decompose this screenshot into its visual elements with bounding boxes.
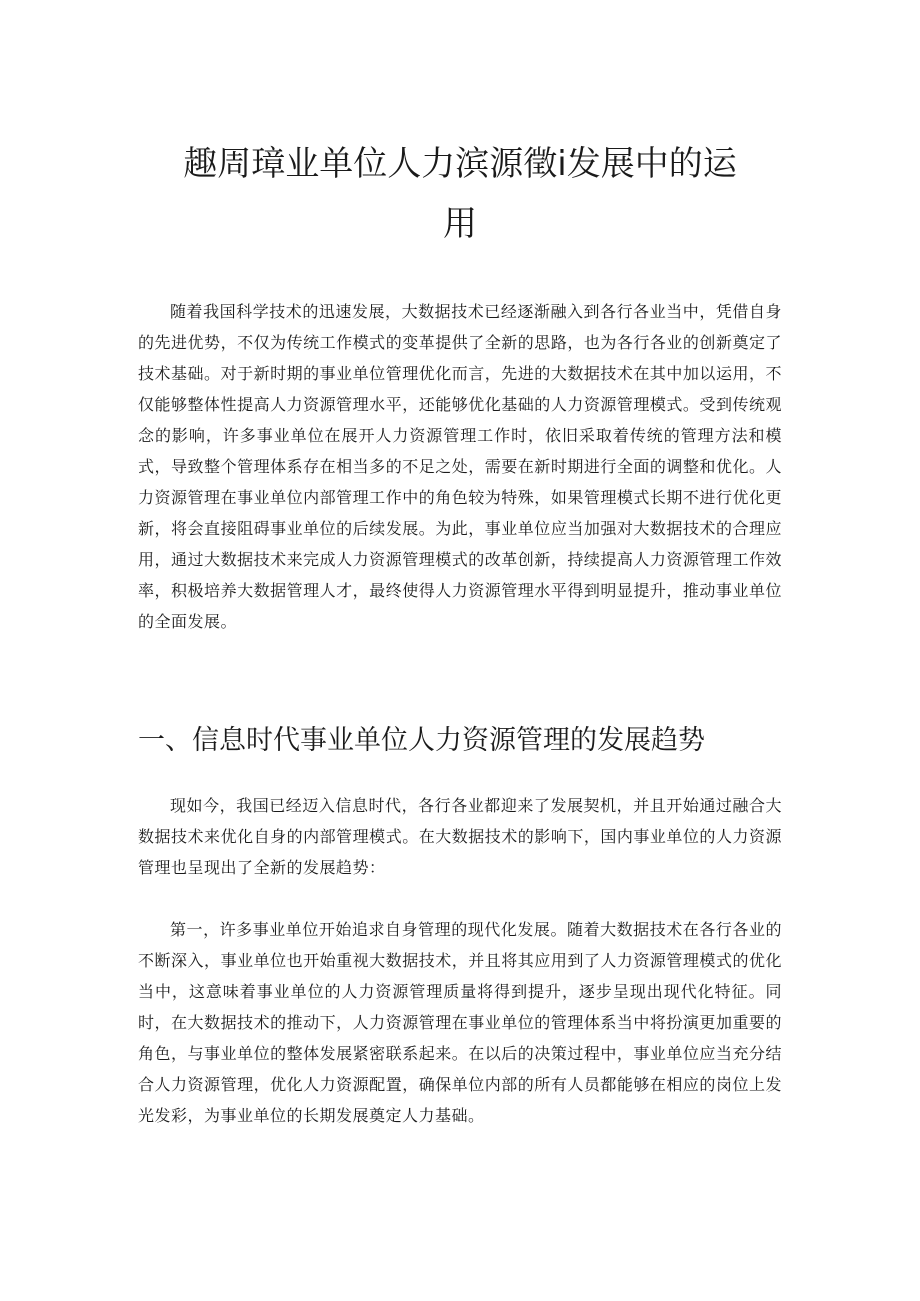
section-1-paragraph-2: 第一，许多事业单位开始追求自身管理的现代化发展。随着大数据技术在各行各业的不断深入，事业单位也开始重视大数据技术，并且将其应用到了人力资源管理模式的优化当中，这意味着事业单位的人力资源管理质量将得到提升，逐步呈现出现代化特征。同时，在大数据技术的推动下，人力资源管理在事业单位的管理体系当中将扮演更加重要的角色，与事业单位的整体发展紧密联系起来。在以后的决策过程中，事业单位应当充分结合人力资源管理，优化人力资源配置，确保单位内部的所有人员都能够在相应的岗位上发光发彩，为事业单位的长期发展奠定人力基础。 <box>138 920 782 1125</box>
document-title-line-2: 用 <box>443 204 477 244</box>
section-1-paragraph-1: 现如今，我国已经迈入信息时代，各行各业都迎来了发展契机，并且开始通过融合大数据技术来优化自身的内部管理模式。在大数据技术的影响下，国内事业单位的人力资源管理也呈现出了全新的发展趋势： <box>138 796 782 877</box>
intro-paragraph: 随着我国科学技术的迅速发展，大数据技术已经逐渐融入到各行各业当中，凭借自身的先进优势，不仅为传统工作模式的变革提供了全新的思路，也为各行各业的创新奠定了技术基础。对于新时期的事业单位管理优化而言，先进的大数据技术在其中加以运用，不仅能够整体性提高人力资源管理水平，还能够优化基础的人力资源管理模式。受到传统观念的影响，许多事业单位在展开人力资源管理工作时，依旧采取着传统的管理方法和模式，导致整个管理体系存在相当多的不足之处，需要在新时期进行全面的调整和优化。人力资源管理在事业单位内部管理工作中的角色较为特殊，如果管理模式长期不进行优化更新，将会直接阻碍事业单位的后续发展。为此，事业单位应当加强对大数据技术的合理应用，通过大数据技术来完成人力资源管理模式的改革创新，持续提高人力资源管理工作效率，积极培养大数据管理人才，最终使得人力资源管理水平得到明显提升，推动事业单位的全面发展。 <box>138 302 782 631</box>
document-title-line-1: 趣周璋业单位人力滨源徵i发展中的运 <box>183 144 737 184</box>
section-heading-1: 一、信息时代事业单位人力资源管理的发展趋势 <box>138 725 705 756</box>
